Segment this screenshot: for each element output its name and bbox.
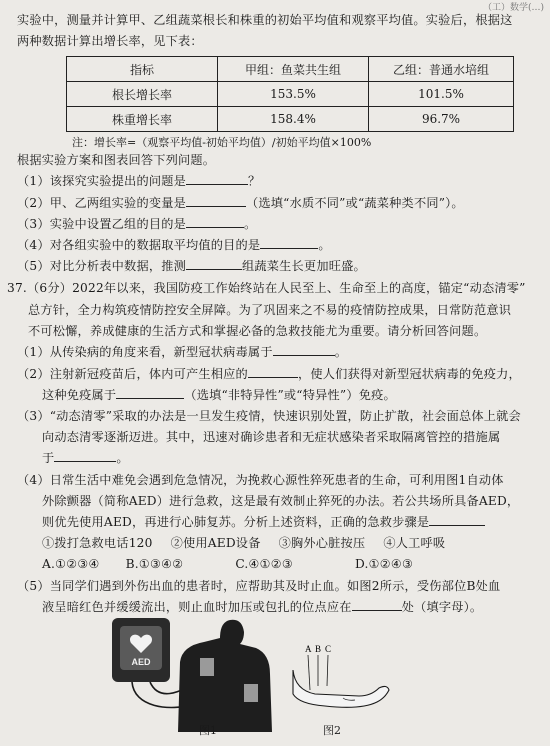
answer-blank[interactable]	[429, 514, 485, 526]
table-header-cell: 乙组：普通水培组	[369, 57, 514, 82]
growth-rate-table	[66, 56, 514, 132]
table-header-cell: 甲组：鱼菜共生组	[218, 57, 369, 82]
arm-icon	[293, 670, 389, 707]
q36-sub2-end: （选填“水质不同”或“蔬菜种类不同”）。	[246, 196, 464, 210]
figure-1-label: 图1	[199, 724, 217, 737]
step-item: ②使用AED设备	[170, 536, 261, 550]
figure-2-label: 图2	[323, 724, 341, 737]
table-cell: 158.4%	[218, 107, 369, 132]
intro-line-2: 两种数据计算出增长率，见下表：	[17, 34, 203, 48]
q36-sub1-end: ？	[248, 174, 261, 188]
q37-sub2b	[42, 387, 396, 403]
q36-sub1-text: （1）该探究实验提出的问题是	[17, 174, 186, 188]
table-header-cell: 指标	[67, 57, 218, 82]
q36-sub5	[17, 258, 366, 274]
q37-sub2a-end: ，使人们获得对新型冠状病毒的免疫力，	[297, 367, 521, 381]
answer-blank[interactable]	[352, 599, 402, 611]
q37-sub3a: （3）“动态清零”采取的办法是一旦发生疫情，快速识别处置，防止扩散，社会面总体上就会	[17, 409, 521, 423]
table-cell: 96.7%	[369, 107, 514, 132]
option-c[interactable]: C.④①②③	[235, 557, 293, 571]
table-cell: 153.5%	[218, 82, 369, 107]
q36-sub4	[17, 237, 331, 253]
q36-sub2-text: （2）甲、乙两组实验的变量是	[17, 196, 186, 210]
answer-blank[interactable]	[186, 195, 246, 207]
q37-sub1	[17, 344, 347, 360]
q37-line-2: 总方针，全力构筑疫情防控安全屏障。为了巩固来之不易的疫情防控成果，日常防范意识	[28, 303, 512, 317]
figure-2-arm	[285, 640, 395, 720]
figure-1-aed	[108, 612, 278, 732]
q37-sub5b-text: 液呈暗红色并缓缓流出，则止血时加压或包扎的位点应在	[42, 600, 352, 614]
q36-sub3-end: 。	[244, 217, 257, 231]
answer-blank[interactable]	[186, 216, 244, 228]
q36-sub3	[17, 216, 256, 232]
q37-sub1-text: （1）从传染病的角度来看，新型冠状病毒属于	[17, 345, 273, 359]
intro-line-1: 实验中，测量并计算甲、乙组蔬菜根长和株重的初始平均值和观察平均值。实验后，根据这	[17, 13, 513, 27]
q37-line-3: 不可松懈，养成健康的生活方式和掌握必备的急救技能尤为重要。请分析回答问题。	[28, 324, 487, 338]
q36-sub3-text: （3）实验中设置乙组的目的是	[17, 217, 186, 231]
q37-steps	[42, 535, 445, 551]
step-item: ①拨打急救电话120	[42, 536, 153, 550]
q37-sub4a: （4）日常生活中难免会遇到危急情况，为挽救心源性猝死患者的生命，可利用图1自动体	[17, 473, 504, 487]
q37-sub2b-end: （选填“非特异性”或“特异性”）免疫。	[184, 388, 396, 402]
table-row	[67, 82, 514, 107]
answer-blank[interactable]	[248, 366, 298, 378]
q37-sub3c-text: 于	[42, 451, 55, 465]
answer-blank[interactable]	[273, 344, 335, 356]
table-cell: 101.5%	[369, 82, 514, 107]
torso-icon	[178, 620, 272, 732]
option-d[interactable]: D.①②④③	[355, 557, 414, 571]
q36-sub2	[17, 195, 464, 211]
q37-sub2b-text: 这种免疫属于	[42, 388, 117, 402]
option-b[interactable]: B.①③④②	[125, 557, 184, 571]
q37-line-1: 37.（6分）2022年以来，我国防疫工作始终站在人民至上、生命至上的高度，锚定“动态清零”	[7, 281, 526, 295]
q37-sub4c	[42, 514, 485, 530]
q37-sub3c-end: 。	[116, 451, 129, 465]
q37-sub5a: （5）当同学们遇到外伤出血的患者时，应帮助其及时止血。如图2所示，受伤部位B处血	[17, 579, 501, 593]
q37-sub3b: 向动态清零逐渐迈进。其中，迅速对确诊患者和无症状感染者采取隔离管控的措施属	[42, 430, 501, 444]
q37-sub2a	[17, 366, 521, 382]
step-item: ④人工呼吸	[383, 536, 446, 550]
point-label-a: A	[305, 644, 312, 654]
q36-sub5-end: 组蔬菜生长更加旺盛。	[242, 259, 366, 273]
table-cell: 株重增长率	[67, 107, 218, 132]
q37-sub4b: 外除颤器（简称AED）进行急救，这是最有效制止猝死的办法。若公共场所具备AED，	[42, 494, 520, 508]
aed-label: AED	[131, 657, 151, 667]
answer-blank[interactable]	[186, 173, 248, 185]
q37-sub4c-text: 则优先使用AED，再进行心肺复苏。分析上述资料，正确的急救步骤是	[42, 515, 430, 529]
q36-sub5-text: （5）对比分析表中数据，推测	[17, 259, 186, 273]
electrode-pad-icon	[200, 658, 214, 676]
q37-sub3c	[42, 450, 129, 466]
table-row	[67, 107, 514, 132]
table-note: 注：增长率=（观察平均值-初始平均值）/初始平均值×100%	[72, 136, 372, 149]
q37-sub1-end: 。	[334, 345, 348, 359]
q37-sub5b-end: 处（填字母）。	[401, 600, 483, 614]
q36-lead: 根据实验方案和图表回答下列问题。	[17, 153, 216, 167]
table-cell: 根长增长率	[67, 82, 218, 107]
q36-sub4-text: （4）对各组实验中的数据取平均值的目的是	[17, 238, 261, 252]
answer-blank[interactable]	[186, 258, 242, 270]
q37-sub2a-text: （2）注射新冠疫苗后，体内可产生相应的	[17, 367, 248, 381]
answer-blank[interactable]	[116, 387, 184, 399]
point-label-c: C	[325, 644, 332, 654]
step-item: ③胸外心脏按压	[278, 536, 366, 550]
q37-options	[42, 556, 413, 572]
answer-blank[interactable]	[54, 450, 116, 462]
q36-sub4-end: 。	[318, 238, 331, 252]
option-a[interactable]: A.①②③④	[42, 557, 100, 571]
electrode-pad-icon	[244, 684, 258, 702]
answer-blank[interactable]	[260, 237, 318, 249]
header-fragment: （工）数学(…)	[482, 3, 544, 13]
table-header-row	[67, 57, 514, 82]
point-label-b: B	[315, 644, 322, 654]
q36-sub1	[17, 173, 260, 189]
